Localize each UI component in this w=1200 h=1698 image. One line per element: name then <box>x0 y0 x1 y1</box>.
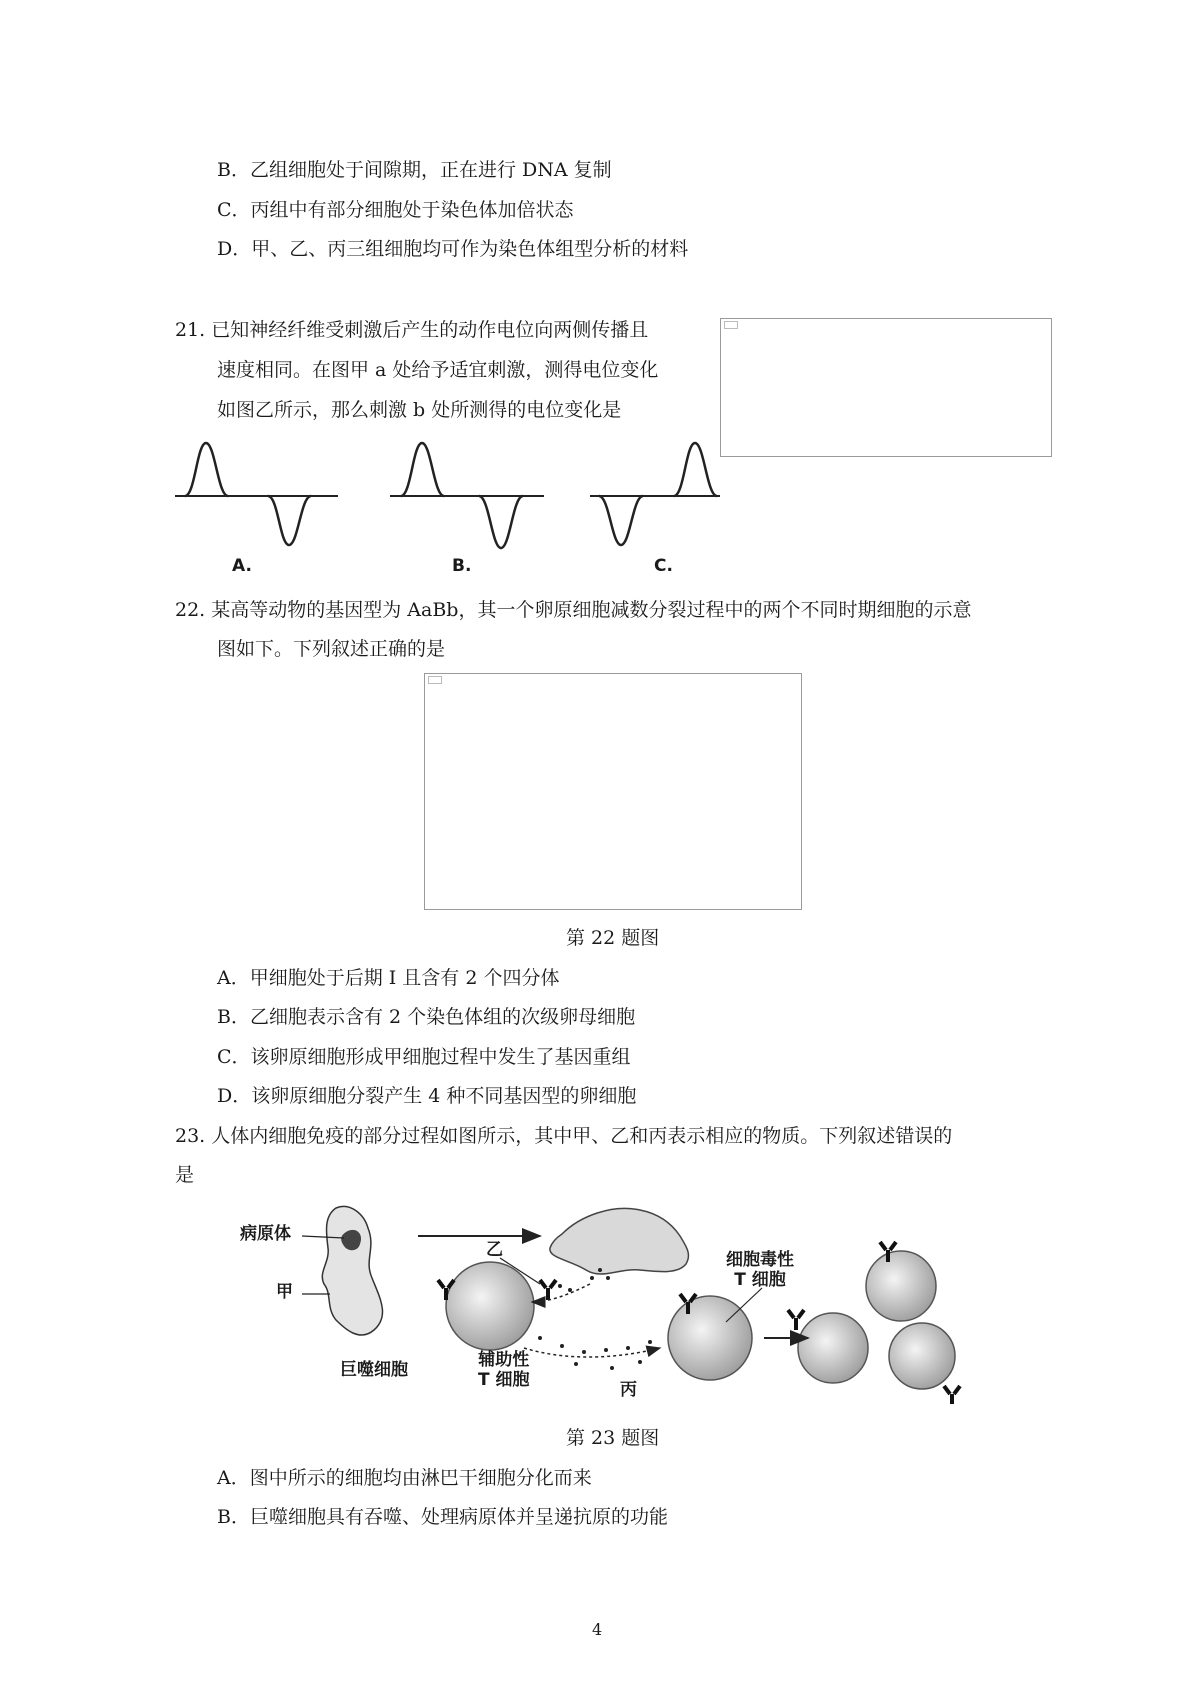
q23-figure-caption: 第 23 题图 <box>566 1427 660 1449</box>
q22-stem-line2: 图如下。下列叙述正确的是 <box>217 638 446 660</box>
q20-option-b: B．乙组细胞处于间隙期，正在进行 DNA 复制 <box>217 159 612 181</box>
q22-figure-placeholder <box>424 673 802 910</box>
label-yi: 乙 <box>486 1240 503 1260</box>
q22-figure-caption: 第 22 题图 <box>566 927 660 949</box>
q21-stem-line3: 如图乙所示，那么刺激 b 处所测得的电位变化是 <box>217 399 622 421</box>
option-label-c: C. <box>654 556 673 576</box>
q22-option-a: A．甲细胞处于后期 I 且含有 2 个四分体 <box>217 967 560 989</box>
waveform-c <box>590 443 720 545</box>
q22-option-d: D．该卵原细胞分裂产生 4 种不同基因型的卵细胞 <box>217 1085 637 1107</box>
q23-stem-line2: 是 <box>175 1164 195 1186</box>
broken-image-icon <box>428 676 442 684</box>
waveform-a <box>175 443 338 545</box>
q20-option-d: D．甲、乙、丙三组细胞均可作为染色体组型分析的材料 <box>217 238 689 260</box>
label-helper-t: 辅助性 T 细胞 <box>478 1350 530 1390</box>
q23-option-b: B．巨噬细胞具有吞噬、处理病原体并呈递抗原的功能 <box>217 1506 668 1528</box>
label-pathogen: 病原体 <box>240 1224 291 1244</box>
label-cytotoxic-t: 细胞毒性 T 细胞 <box>726 1250 794 1290</box>
q21-figure-placeholder <box>720 318 1052 457</box>
q22-stem-line1: 22. 某高等动物的基因型为 AaBb，其一个卵原细胞减数分裂过程中的两个不同时期细胞的示意 <box>175 599 972 621</box>
q23-stem-line1: 23. 人体内细胞免疫的部分过程如图所示，其中甲、乙和丙表示相应的物质。下列叙述错误的 <box>175 1125 953 1147</box>
q22-option-c: C．该卵原细胞形成甲细胞过程中发生了基因重组 <box>217 1046 631 1068</box>
page-number: 4 <box>592 1620 603 1639</box>
q23-option-a: A．图中所示的细胞均由淋巴干细胞分化而来 <box>217 1467 592 1489</box>
q21-stem-line2: 速度相同。在图甲 a 处给予适宜刺激，测得电位变化 <box>217 359 659 381</box>
broken-image-icon <box>724 321 738 329</box>
q22-option-b: B．乙细胞表示含有 2 个染色体组的次级卵母细胞 <box>217 1006 636 1028</box>
q23-immune-diagram <box>240 1198 980 1410</box>
label-bing: 丙 <box>620 1380 637 1400</box>
option-label-b: B. <box>452 556 472 576</box>
q21-stem-line1: 21. 已知神经纤维受刺激后产生的动作电位向两侧传播且 <box>175 319 649 341</box>
option-label-a: A. <box>232 556 252 576</box>
label-macrophage: 巨噬细胞 <box>340 1360 408 1380</box>
waveform-b <box>390 443 544 548</box>
label-jia: 甲 <box>276 1282 293 1302</box>
q20-option-c: C．丙组中有部分细胞处于染色体加倍状态 <box>217 199 574 221</box>
